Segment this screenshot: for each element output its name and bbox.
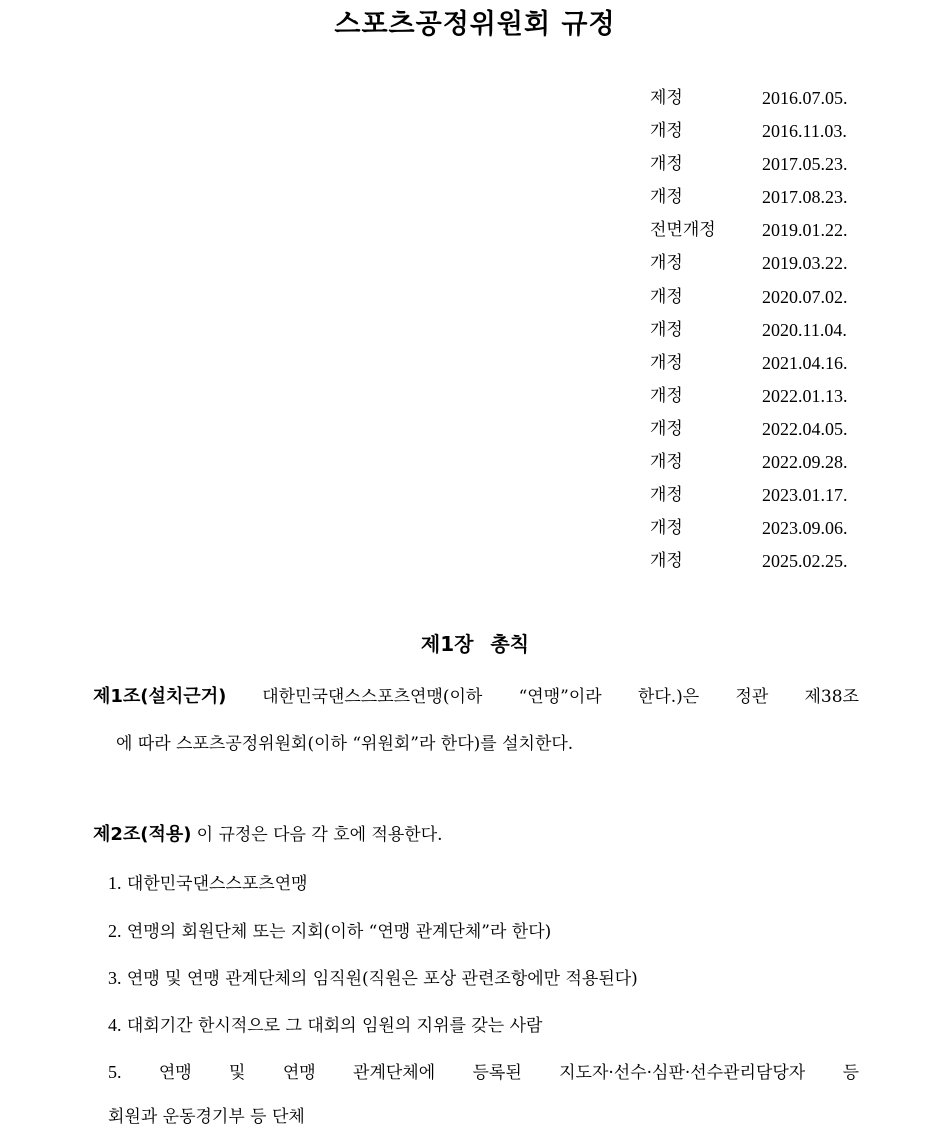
history-row — [650, 281, 890, 314]
history-row — [650, 247, 890, 280]
item-text: 연맹 및 연맹 관계단체의 임직원(직원은 포상 관련조항에만 적용된다) — [126, 969, 638, 989]
history-label: 전면개정 — [650, 220, 716, 241]
article-1-text-continued: 에 따라 스포츠공정위원회(이하 “위원회”라 한다)를 설치한다. — [116, 734, 574, 754]
history-row — [650, 413, 890, 446]
article-1-label: 제1조(설치근거) — [93, 686, 227, 707]
history-label: 개정 — [650, 551, 683, 572]
history-date: 2020.11.04. — [762, 319, 847, 340]
history-date: 2019.03.22. — [762, 253, 848, 274]
history-label: 개정 — [650, 518, 683, 539]
item-number: 4. — [108, 1015, 122, 1035]
list-item — [108, 870, 308, 897]
history-row — [650, 347, 890, 380]
history-label: 개정 — [650, 154, 683, 175]
history-date: 2017.05.23. — [762, 154, 848, 175]
history-date: 2025.02.25. — [762, 551, 848, 572]
history-date: 2022.09.28. — [762, 452, 848, 473]
history-row — [650, 446, 890, 479]
item-text: 대한민국댄스스포츠연맹 — [126, 874, 308, 894]
history-date: 2022.01.13. — [762, 385, 848, 406]
history-date: 2022.04.05. — [762, 418, 848, 439]
history-date: 2019.01.22. — [762, 220, 848, 241]
article-2-text: 이 규정은 다음 각 호에 적용한다. — [196, 825, 443, 845]
history-label: 개정 — [650, 187, 683, 208]
history-row — [650, 181, 890, 214]
history-date: 2017.08.23. — [762, 187, 848, 208]
article-1 — [93, 684, 859, 710]
list-item — [108, 965, 638, 992]
history-label: 제정 — [650, 88, 683, 108]
history-label: 개정 — [650, 253, 683, 274]
history-row — [650, 148, 890, 181]
history-date: 2016.11.03. — [762, 121, 847, 142]
item-text: 대회기간 한시적으로 그 대회의 임원의 지위를 갖는 사람 — [126, 1016, 543, 1036]
history-label: 개정 — [650, 385, 683, 406]
item-number: 5. — [108, 1062, 122, 1082]
item-number: 2. — [108, 921, 122, 941]
article-2-label: 제2조(적용) — [93, 824, 192, 845]
list-item — [108, 1059, 859, 1086]
chapter-heading: 제1장 총칙 — [420, 632, 530, 656]
history-label: 개정 — [650, 418, 683, 439]
history-date: 2020.07.02. — [762, 286, 848, 307]
history-date: 2023.01.17. — [762, 485, 848, 506]
list-item — [108, 918, 551, 945]
history-label: 개정 — [650, 452, 683, 473]
item-number: 3. — [108, 968, 122, 988]
history-row — [650, 82, 890, 115]
history-row — [650, 512, 890, 545]
article-2 — [93, 822, 443, 848]
history-label: 개정 — [650, 319, 683, 340]
history-row — [650, 380, 890, 413]
history-label: 개정 — [650, 352, 683, 373]
list-item — [108, 1012, 542, 1039]
history-label: 개정 — [650, 485, 683, 506]
history-row — [650, 314, 890, 347]
history-row — [650, 115, 890, 148]
item-text: 연맹의 회원단체 또는 지회(이하 “연맹 관계단체”라 한다) — [126, 922, 552, 942]
item-text: 연맹 및 연맹 관계단체에 등록된 지도자·선수·심판·선수관리담당자 등 — [158, 1063, 860, 1083]
article-1-text: 대한민국댄스스포츠연맹(이하 “연맹”이라 한다.)은 정관 제38조 — [262, 687, 859, 707]
document-title: 스포츠공정위원회 규정 — [334, 9, 616, 40]
item-number: 1. — [108, 873, 122, 893]
history-label: 개정 — [650, 121, 683, 142]
history-date: 2023.09.06. — [762, 518, 848, 539]
amendment-history — [650, 82, 890, 578]
history-label: 개정 — [650, 286, 683, 307]
history-row — [650, 479, 890, 512]
history-date: 2016.07.05. — [762, 88, 848, 108]
history-row — [650, 545, 890, 578]
history-date: 2021.04.16. — [762, 352, 848, 373]
history-row — [650, 214, 890, 247]
list-item-continued: 회원과 운동경기부 등 단체 — [108, 1107, 305, 1127]
